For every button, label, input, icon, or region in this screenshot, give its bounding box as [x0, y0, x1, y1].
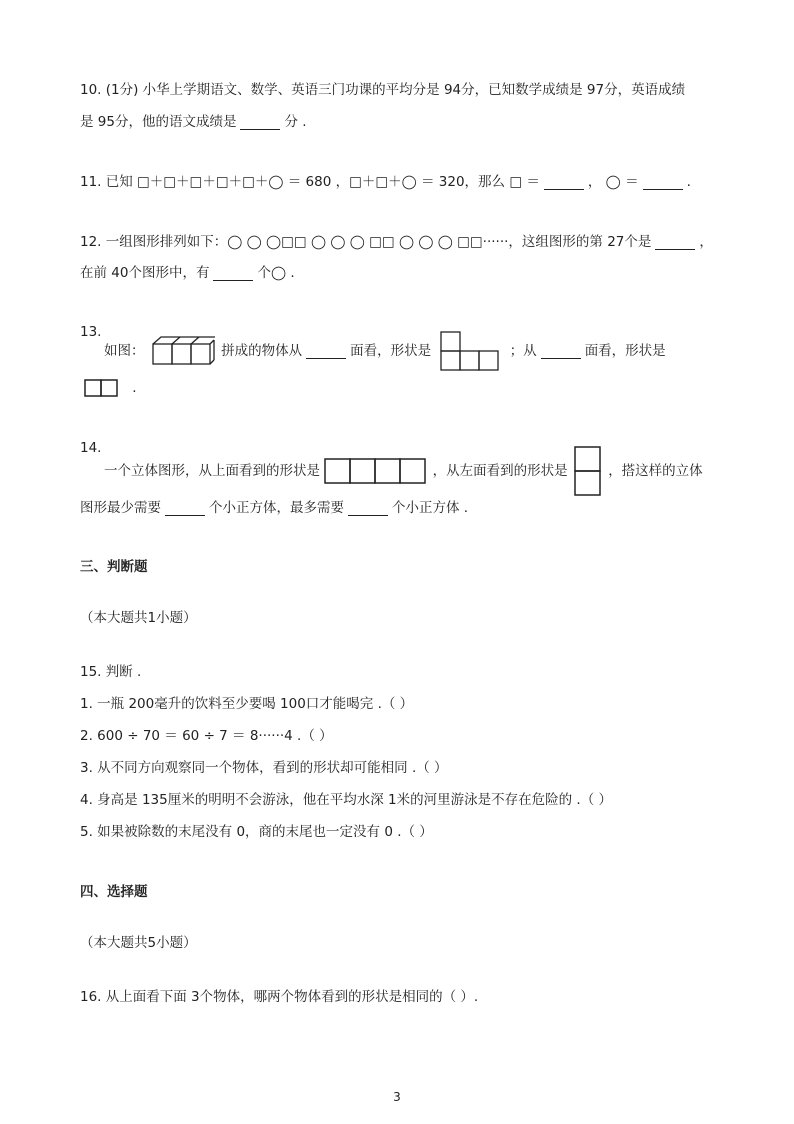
section-3-note-text: （本大题共1小题）: [80, 610, 197, 626]
q14-line1: [104, 446, 703, 496]
section-3-note: [80, 608, 197, 628]
q16-text: 16. 从上面看下面 3个物体，哪两个物体看到的形状是相同的（ ）.: [80, 989, 479, 1005]
q15-item-5: [80, 822, 433, 842]
q12-text-c: 在前 40个图形中，有: [80, 265, 210, 281]
q10-text: 10. (1分) 小华上学期语文、数学、英语三门功课的平均分是 94分，已知数学成绩是 97分，英语成绩: [80, 82, 686, 98]
answer-blank[interactable]: [348, 501, 388, 516]
section-3-title-text: 三、判断题: [80, 559, 148, 575]
q11-line: [80, 172, 691, 192]
q10-text-a: 是 95分，他的语文成绩是: [80, 114, 237, 130]
q14-text-e: 个小正方体，最多需要: [209, 500, 344, 516]
answer-blank[interactable]: [213, 266, 253, 281]
q13-number: [80, 322, 101, 342]
q13-text-b: 面看，形状是: [350, 343, 432, 359]
page-number: 3: [393, 1090, 401, 1104]
section-4-note-text: （本大题共5小题）: [80, 935, 197, 951]
q12-text-a: 12. 一组图形排列如下：◯ ◯ ◯□□ ◯ ◯ ◯ □□ ◯ ◯ ◯ □□······，这组图形的第 27个是: [80, 234, 652, 250]
q13-line2: [84, 378, 137, 398]
q14-number: [80, 438, 101, 458]
three-cube-figure-icon: [151, 334, 215, 368]
q15-item-text: 2. 600 ÷ 70 ＝ 60 ÷ 7 ＝ 8······4 .（ ）: [80, 728, 333, 744]
q12-line2: [80, 263, 295, 283]
answer-blank[interactable]: [643, 175, 683, 190]
q15-title: [80, 662, 141, 682]
two-square-left-view-icon: [574, 446, 602, 496]
q11-text-c: .: [686, 174, 691, 190]
answer-blank[interactable]: [541, 344, 581, 359]
q10-line1: [80, 80, 685, 100]
q11-text-b: ， ◯ ＝: [587, 174, 639, 190]
section-4-note: [80, 933, 197, 953]
q15-item-3: [80, 758, 448, 778]
q16-line: [80, 987, 478, 1007]
answer-blank[interactable]: [240, 115, 280, 130]
q14-text-a: 一个立体图形，从上面看到的形状是: [104, 463, 320, 479]
q14-line2: [80, 498, 468, 518]
two-square-view-icon: [84, 379, 120, 397]
q12-text-d: 个◯ .: [257, 265, 295, 281]
q15-item-text: 5. 如果被除数的末尾没有 0，商的末尾也一定没有 0 .（ ）: [80, 824, 433, 840]
q13-num: 13.: [80, 324, 102, 340]
q12-line1: [80, 232, 713, 252]
q15-item-1: [80, 694, 413, 714]
q10-line2: [80, 112, 307, 132]
q12-text-b: ，: [699, 234, 713, 250]
q13-label: 如图：: [104, 343, 145, 359]
q15-title-text: 15. 判断 .: [80, 664, 142, 680]
q10-text-b: 分 .: [284, 114, 307, 130]
q13-text-c: ；从: [509, 343, 537, 359]
answer-blank[interactable]: [165, 501, 205, 516]
q15-item-text: 1. 一瓶 200毫升的饮料至少要喝 100口才能喝完 .（ ）: [80, 696, 414, 712]
q15-item-text: 3. 从不同方向观察同一个物体，看到的形状却可能相同 .（ ）: [80, 760, 448, 776]
l-shape-view-icon: [439, 330, 501, 372]
q13-text-d: 面看，形状是: [584, 343, 666, 359]
q14-num: 14.: [80, 440, 102, 456]
answer-blank[interactable]: [544, 175, 584, 190]
q15-item-4: [80, 790, 612, 810]
q15-item-text: 4. 身高是 135厘米的明明不会游泳，他在平均水深 1米的河里游泳是不存在危险的 .（ ）: [80, 792, 612, 808]
section-4-title-text: 四、选择题: [80, 884, 148, 900]
answer-blank[interactable]: [306, 344, 346, 359]
q13-text-a: 拼成的物体从: [221, 343, 303, 359]
section-3-title: [80, 557, 148, 577]
q14-text-f: 个小正方体 .: [392, 500, 469, 516]
section-4-title: [80, 882, 148, 902]
q11-text-a: 11. 已知 □＋□＋□＋□＋□＋◯ ＝ 680 ，□＋□＋◯ ＝ 320，那么 □ ＝: [80, 174, 540, 190]
q13-end: .: [132, 380, 137, 396]
answer-blank[interactable]: [655, 235, 695, 250]
q14-text-b: ，从左面看到的形状是: [432, 463, 568, 479]
q14-text-c: ，搭这样的立体: [608, 463, 703, 479]
q15-item-2: [80, 726, 333, 746]
four-square-top-view-icon: [324, 458, 428, 484]
q14-text-d: 图形最少需要: [80, 500, 161, 516]
q13-line1: [104, 330, 666, 372]
